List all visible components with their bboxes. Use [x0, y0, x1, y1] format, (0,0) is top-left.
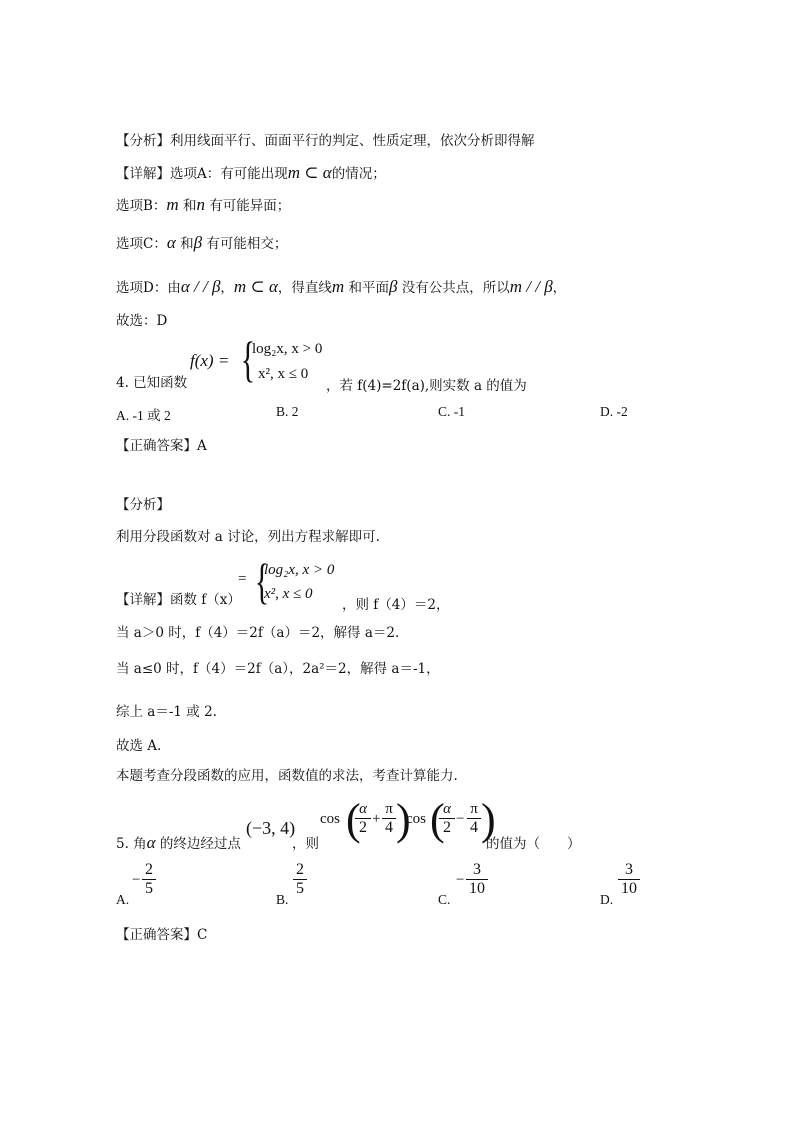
detail-tag: 【详解】 [116, 166, 170, 182]
minus-sign: − [456, 811, 465, 827]
q5-option-b-frac [293, 861, 307, 898]
detail-option-d [116, 278, 566, 297]
q5-tail: 的值为（ ） [486, 836, 581, 852]
option-a-end: 的情况； [331, 166, 386, 182]
q5-option-d-label: D. [600, 892, 614, 907]
q4-option-d: D. -2 [600, 404, 628, 419]
num: α [443, 801, 451, 817]
and-text: 和 [175, 236, 194, 252]
text: 没有公共点，所以 [397, 280, 510, 296]
q5-option-b-label: B. [276, 892, 289, 907]
den: 4 [467, 818, 481, 837]
math-m-subset-alpha: m ⊂ α [287, 163, 332, 182]
text: ， [552, 280, 567, 296]
num: 2 [296, 861, 304, 878]
num: π [385, 801, 393, 817]
choice-line: 故选：D [116, 313, 168, 329]
q4-option-a: A. -1 或 2 [116, 408, 171, 423]
sol4-detail-pre: 【详解】函数 f（x） [116, 592, 241, 608]
detail-option-c [116, 234, 287, 253]
sol4-line3: 综上 a＝-1 或 2. [116, 704, 217, 720]
math-alpha: α [146, 833, 156, 852]
sol4-analysis-text: 利用分段函数对 a 讨论，列出方程求解即可. [116, 529, 380, 545]
math-alpha-parallel-beta: α / / β [180, 277, 221, 296]
option-a-text: 选项A：有可能出现 [170, 166, 288, 182]
frac-alpha-2-b [439, 801, 455, 837]
q5-option-c-sign: − [456, 872, 465, 888]
detail-option-a [116, 164, 386, 183]
q4-brace: { [240, 331, 256, 387]
paren-open-2: ( [430, 795, 445, 844]
sol4-line4: 故选 A. [116, 738, 162, 754]
q4-tail: ，若 f(4)=2f(a),则实数 a 的值为 [326, 378, 527, 394]
frac-alpha-2-a [355, 801, 371, 837]
option-b-text: 选项B： [116, 198, 167, 214]
q5-option-a-frac [142, 861, 156, 898]
option-c-end: 有可能相交； [202, 236, 288, 252]
sol4-line1: 当 a＞0 时，f（4）＝2f（a）＝2，解得 a＝2. [116, 625, 400, 641]
den: 10 [466, 879, 488, 898]
q5-option-a-sign: − [132, 872, 141, 888]
option-d-text: 选项D：由 [116, 280, 181, 296]
text: ，得直线 [277, 280, 332, 296]
num: α [359, 801, 367, 817]
q5-option-c-label: C. [438, 892, 451, 907]
sol4-brace: { [254, 553, 270, 609]
math-m: m [331, 277, 345, 296]
den: 5 [293, 879, 307, 898]
text: 和平面 [344, 280, 389, 296]
plus-sign: + [372, 811, 381, 827]
frac-pi-4-a [382, 801, 396, 837]
option-c-text: 选项C： [116, 236, 167, 252]
analysis-text: 利用线面平行、面面平行的判定、性质定理，依次分析即得解 [170, 133, 535, 149]
q5-then: ，则 [292, 836, 319, 852]
math-alpha: α [166, 233, 176, 252]
math-m-parallel-beta: m / / β [509, 277, 553, 296]
cos-1: cos [320, 811, 340, 827]
num: 2 [145, 861, 153, 878]
math-beta: β [193, 233, 203, 252]
math-beta: β [388, 277, 398, 296]
num: π [470, 801, 478, 817]
q5-point: (−3, 4) [246, 818, 296, 838]
math-m: m [166, 195, 179, 214]
den: 4 [382, 818, 396, 837]
sol4-case2: x², x ≤ 0 [264, 586, 313, 602]
cos-2: cos [406, 811, 426, 827]
question-4-number: 4. 已知函数 [116, 375, 188, 391]
sol4-analysis-tag: 【分析】 [116, 497, 170, 513]
option-b-end: 有可能异面； [205, 198, 291, 214]
paren-close-1: ) [396, 795, 411, 844]
den: 5 [142, 879, 156, 898]
sol4-eq: = [238, 571, 247, 587]
q5-option-c-frac [466, 861, 488, 898]
q4-option-b: B. 2 [276, 404, 299, 419]
analysis-tag: 【分析】 [116, 133, 170, 149]
sol4-line2: 当 a≤0 时，f（4）＝2f（a），2a²＝2，解得 a＝-1， [116, 661, 440, 677]
q5-mid: 的终边经过点 [155, 836, 241, 852]
q4-case2: x², x ≤ 0 [258, 366, 309, 382]
den: 2 [439, 818, 455, 837]
den: 10 [618, 879, 640, 898]
q5-answer: 【正确答案】C [116, 927, 208, 943]
sep: ， [220, 280, 234, 296]
paren-open-1: ( [346, 795, 361, 844]
q5-option-a-label: A. [116, 892, 130, 907]
q4-option-c: C. -1 [438, 404, 465, 419]
sol4-detail-post: ，则 f（4）＝2， [342, 597, 450, 613]
q4-case1: log₂x, x > 0 [252, 341, 323, 357]
num: 3 [473, 861, 481, 878]
q5-option-d-frac [618, 861, 640, 898]
frac-pi-4-b [467, 801, 481, 837]
sol4-line5: 本题考查分段函数的应用，函数值的求法，考查计算能力. [116, 768, 458, 784]
q5-number-text: 5. 角 [116, 836, 147, 852]
math-m-subset-alpha: m ⊂ α [233, 277, 278, 296]
and-text: 和 [178, 198, 197, 214]
math-n: n [196, 195, 205, 214]
num: 3 [625, 861, 633, 878]
sol4-case1: log₂x, x > 0 [264, 562, 335, 578]
detail-option-b [116, 196, 290, 215]
q4-answer: 【正确答案】A [116, 438, 207, 454]
q4-fx [190, 351, 229, 371]
q5-number [116, 832, 241, 853]
den: 2 [355, 818, 371, 837]
analysis-line-3 [116, 132, 535, 150]
q4-fx-text: f(x) = [190, 351, 230, 370]
paren-close-2: ) [481, 795, 496, 844]
